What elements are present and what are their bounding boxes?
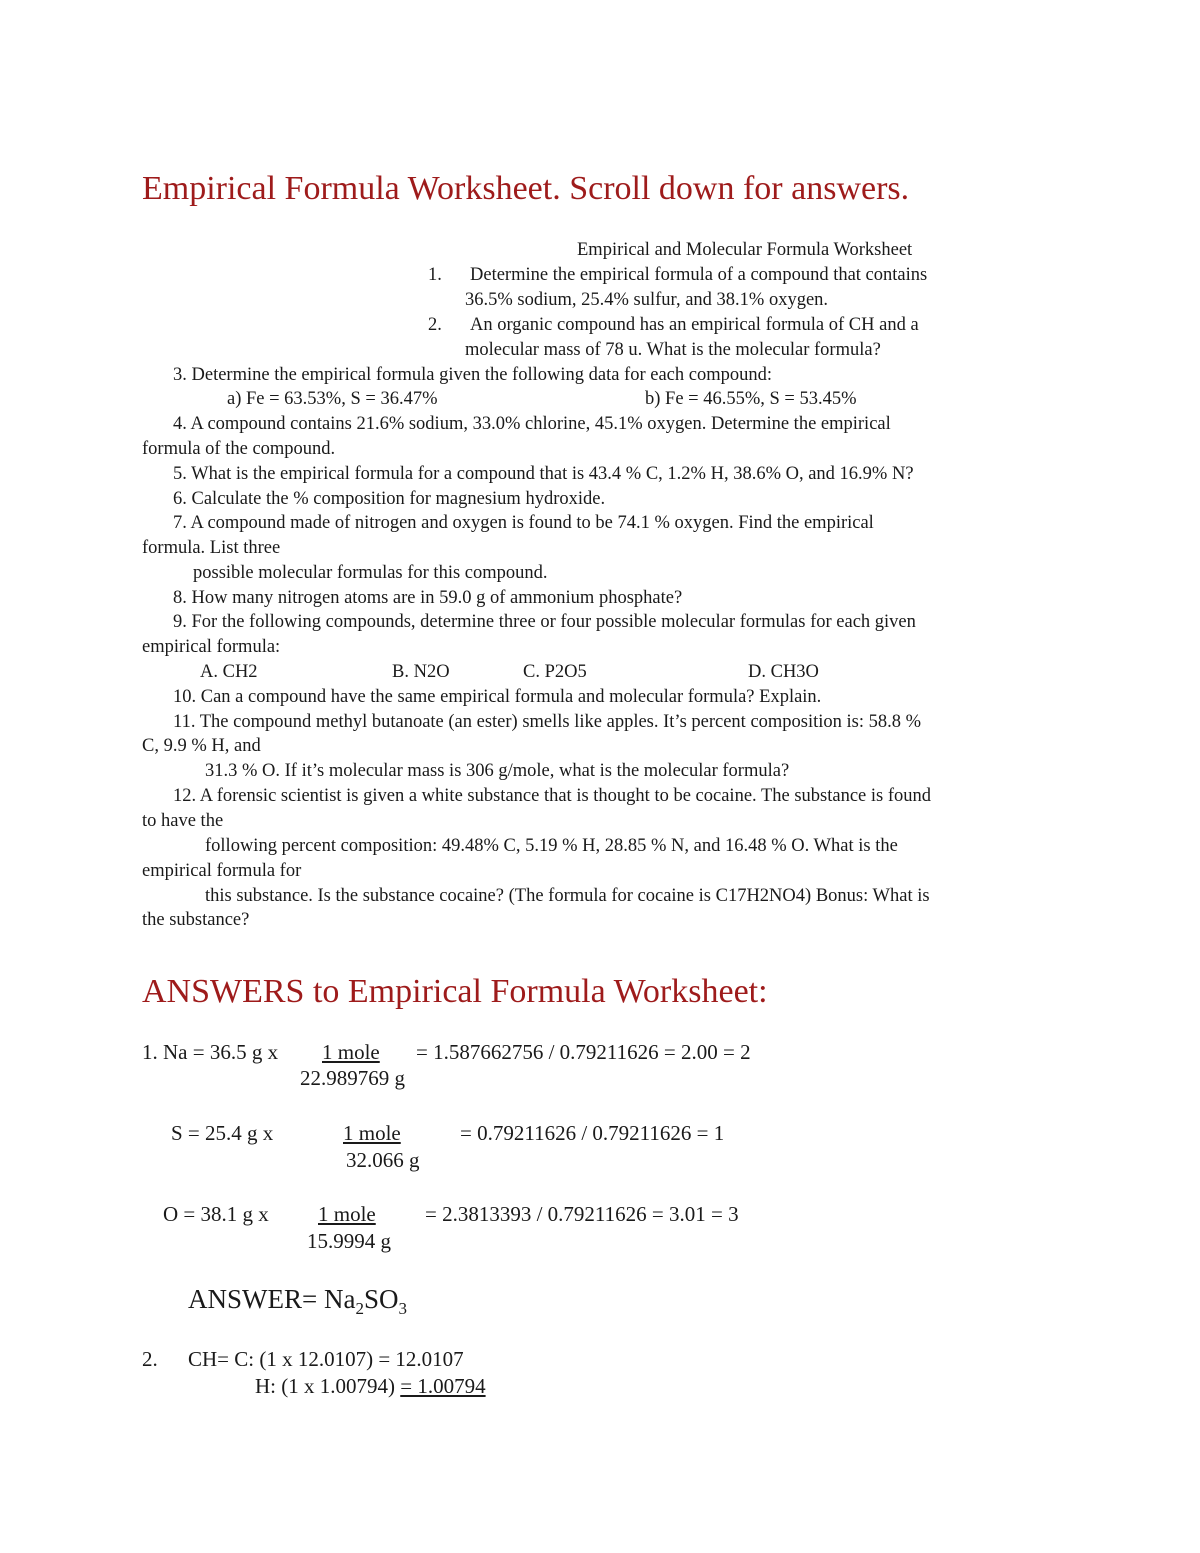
a1-o-right: = 2.3813393 / 0.79211626 = 3.01 = 3 <box>425 1202 739 1226</box>
a1-s-right: = 0.79211626 / 0.79211626 = 1 <box>460 1121 725 1145</box>
q2-line1: An organic compound has an empirical formula of CH and a <box>470 315 919 335</box>
a1-o-left: O = 38.1 g x <box>163 1202 269 1226</box>
q11-line3: 31.3 % O. If it’s molecular mass is 306 g/mole, what is the molecular formula? <box>205 761 790 781</box>
answers-heading: ANSWERS to Empirical Formula Worksheet: <box>142 973 768 1010</box>
a2-number: 2. <box>142 1347 158 1371</box>
q10-line: 10. Can a compound have the same empirical formula and molecular formula? Explain. <box>173 687 822 707</box>
a1-o-denominator: 15.9994 g <box>307 1229 391 1253</box>
q3-option-b: b) Fe = 46.55%, S = 53.45% <box>645 389 857 409</box>
q12-line2: to have the <box>142 811 224 831</box>
q1-number: 1. <box>428 265 442 285</box>
q11-line2: C, 9.9 % H, and <box>142 736 261 756</box>
q4-line2: formula of the compound. <box>142 439 336 459</box>
q9-line1: 9. For the following compounds, determine three or four possible molecular formulas for each given <box>173 612 916 632</box>
final-answer-mid: SO <box>363 1284 399 1314</box>
a2-line2-left: H: (1 x 1.00794) <box>255 1374 395 1398</box>
a1-na-left: 1. Na = 36.5 g x <box>142 1040 279 1064</box>
q8-line: 8. How many nitrogen atoms are in 59.0 g of ammonium phosphate? <box>173 588 683 608</box>
q9-option-b: B. N2O <box>392 662 450 682</box>
q2-line2: molecular mass of 78 u. What is the molecular formula? <box>465 340 881 360</box>
q3-line: 3. Determine the empirical formula given the following data for each compound: <box>173 365 772 385</box>
final-answer-sub1: 2 <box>355 1299 364 1318</box>
a1-na-right: = 1.587662756 / 0.79211626 = 2.00 = 2 <box>416 1040 751 1064</box>
a1-na-unit: 1 mole <box>322 1040 380 1064</box>
q12-line4: empirical formula for <box>142 861 302 881</box>
q7-line2: formula. List three <box>142 538 281 558</box>
q1-line1: Determine the empirical formula of a compound that contains <box>470 265 928 285</box>
q9-line2: empirical formula: <box>142 637 281 657</box>
q9-option-a: A. CH2 <box>200 662 258 682</box>
a2-line1: CH= C: (1 x 12.0107) = 12.0107 <box>188 1347 464 1371</box>
q4-line1: 4. A compound contains 21.6% sodium, 33.0% chlorine, 45.1% oxygen. Determine the empirical <box>173 414 891 434</box>
q12-line5: this substance. Is the substance cocaine? (The formula for cocaine is C17H2NO4) Bonus: What is <box>205 886 930 906</box>
q7-line3: possible molecular formulas for this compound. <box>193 563 548 583</box>
q2-number: 2. <box>428 315 442 335</box>
a2-line2 <box>255 1374 486 1398</box>
q11-line1: 11. The compound methyl butanoate (an ester) smells like apples. It’s percent composition is: 58.8 % <box>173 712 922 732</box>
q12-line3: following percent composition: 49.48% C, 5.19 % H, 28.85 % N, and 16.48 % O. What is the <box>205 836 898 856</box>
q7-line1: 7. A compound made of nitrogen and oxygen is found to be 74.1 % oxygen. Find the empirical <box>173 513 874 533</box>
a1-na-denominator: 22.989769 g <box>300 1066 405 1090</box>
a2-line2-right: = 1.00794 <box>400 1374 486 1398</box>
a1-s-left: S = 25.4 g x <box>171 1121 274 1145</box>
final-answer <box>188 1284 407 1318</box>
a1-s-unit: 1 mole <box>343 1121 401 1145</box>
a1-s-denominator: 32.066 g <box>346 1148 420 1172</box>
final-answer-label: ANSWER= Na <box>188 1284 356 1314</box>
final-answer-sub2: 3 <box>398 1299 407 1318</box>
q9-option-c: C. P2O5 <box>523 662 587 682</box>
q3-option-a: a) Fe = 63.53%, S = 36.47% <box>227 389 438 409</box>
q12-line6: the substance? <box>142 910 250 930</box>
q5-line: 5. What is the empirical formula for a compound that is 43.4 % C, 1.2% H, 38.6% O, and 16.9% N? <box>173 464 914 484</box>
q12-line1: 12. A forensic scientist is given a white substance that is thought to be cocaine. The substance is found <box>173 786 932 806</box>
q1-line2: 36.5% sodium, 25.4% sulfur, and 38.1% oxygen. <box>465 290 829 310</box>
q6-line: 6. Calculate the % composition for magnesium hydroxide. <box>173 489 606 509</box>
worksheet-subtitle: Empirical and Molecular Formula Worksheet <box>577 240 913 260</box>
q9-option-d: D. CH3O <box>748 662 819 682</box>
a1-o-unit: 1 mole <box>318 1202 376 1226</box>
page-title: Empirical Formula Worksheet. Scroll down for answers. <box>142 170 910 207</box>
